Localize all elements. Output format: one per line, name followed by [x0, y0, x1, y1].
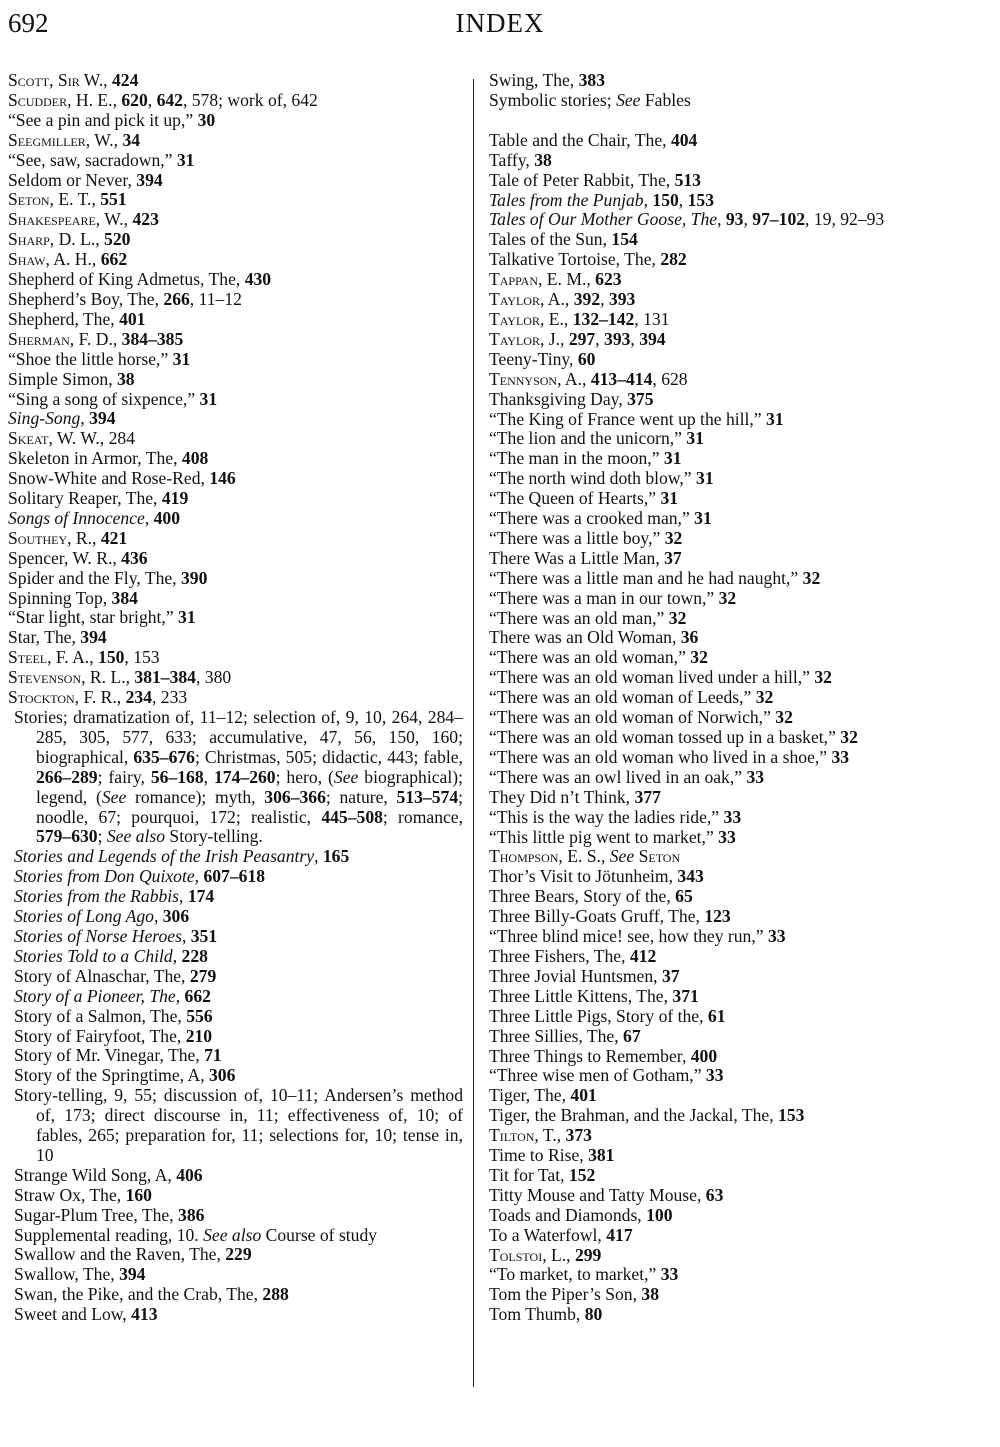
- index-entry: Swallow and the Raven, The, 229: [14, 1244, 252, 1265]
- index-entry: Shepherd of King Admetus, The, 430: [8, 269, 272, 290]
- index-entry: Seton, E. T., 551: [8, 189, 127, 210]
- index-entry: Spider and the Fly, The, 390: [8, 567, 208, 588]
- index-entry: Time to Rise, 381: [489, 1145, 615, 1166]
- index-entry: Three Jovial Huntsmen, 37: [489, 965, 680, 986]
- index-entry: “This little pig went to market,” 33: [489, 826, 736, 847]
- index-entry: “There was an old woman of Norwich,” 32: [489, 707, 793, 728]
- index-entry: Shaw, A. H., 662: [8, 249, 128, 270]
- index-entry: Thor’s Visit to Jötunheim, 343: [489, 866, 704, 887]
- index-entry: “Star light, star bright,” 31: [8, 607, 196, 628]
- index-entry: “There was an old woman tossed up in a basket,” 32: [489, 727, 858, 747]
- index-entry: “The King of France went up the hill,” 31: [489, 408, 784, 429]
- index-entry: Stockton, F. R., 234, 233: [8, 687, 188, 708]
- index-entry: Three Bears, Story of the, 65: [489, 886, 693, 907]
- index-entry: Sweet and Low, 413: [14, 1304, 158, 1325]
- index-entry: Story of a Pioneer, The, 662: [14, 985, 211, 1006]
- index-entry: Scudder, H. E., 620, 642, 578; work of, 642: [8, 89, 318, 110]
- index-entry: Strange Wild Song, A, 406: [14, 1164, 203, 1185]
- index-entry: Star, The, 394: [8, 627, 107, 648]
- index-entry: Sugar-Plum Tree, The, 386: [14, 1204, 205, 1225]
- index-entry: Three Fishers, The, 412: [489, 945, 657, 966]
- index-entry: Stories of Long Ago, 306: [14, 906, 190, 927]
- index-entry: Three Sillies, The, 67: [489, 1025, 641, 1046]
- index-entry: “There was an old woman lived under a hill,” 32: [489, 667, 832, 688]
- index-entry: Tiger, The, 401: [489, 1085, 597, 1106]
- index-entry: Titty Mouse and Tatty Mouse, 63: [489, 1184, 724, 1205]
- index-entry: “This is the way the ladies ride,” 33: [489, 806, 742, 827]
- index-entry: Stories and Legends of the Irish Peasantry, 165: [14, 846, 350, 867]
- index-entry: Taffy, 38: [489, 149, 552, 170]
- index-entry: Seldom or Never, 394: [8, 169, 163, 190]
- index-entry: Stories from Don Quixote, 607–618: [14, 866, 266, 887]
- index-entry: To a Waterfowl, 417: [489, 1224, 633, 1245]
- index-entry: Stories; dramatization of, 11–12; selection of, 9, 10, 264, 284–285, 305, 577, 633; accumulative, 47, 56, 150, 160; biographical, 635–676; Christmas, 505; didactic, 443; fable, 266–289; fairy, 56–168, 174–260; hero, (See biographical); legend, (See romance); myth, 306–366; nature, 513–574; noodle, 67; pourquoi, 172; realistic, 445–508; romance, 579–630; See also Story-telling.: [14, 707, 464, 847]
- index-entry: Shakespeare, W., 423: [8, 209, 159, 230]
- index-entry: Tennyson, A., 413–414, 628: [489, 368, 688, 389]
- index-entry: Tales of Our Mother Goose, The, 93, 97–102, 19, 92–93: [489, 209, 885, 230]
- index-entry: “There was an old woman,” 32: [489, 647, 708, 668]
- index-entry: “The man in the moon,” 31: [489, 448, 682, 469]
- index-entry: Shepherd’s Boy, The, 266, 11–12: [8, 288, 242, 309]
- index-entry: Stories Told to a Child, 228: [14, 945, 208, 966]
- index-entry: Straw Ox, The, 160: [14, 1184, 152, 1205]
- index-entry: There was an Old Woman, 36: [489, 627, 699, 648]
- index-entry: “There was a crooked man,” 31: [489, 508, 712, 529]
- index-entry: “See, saw, sacradown,” 31: [8, 149, 195, 170]
- index-entry: Table and the Chair, The, 404: [489, 129, 698, 150]
- index-entry: Story of Fairyfoot, The, 210: [14, 1025, 213, 1046]
- index-entry: “There was an old man,” 32: [489, 607, 687, 628]
- index-entry: Spinning Top, 384: [8, 587, 138, 608]
- index-entry: Snow-White and Rose-Red, 146: [8, 468, 236, 489]
- index-entry: Swing, The, 383: [489, 70, 605, 90]
- index-entry: Taylor, E., 132–142, 131: [489, 308, 670, 329]
- index-entry: Tit for Tat, 152: [489, 1164, 596, 1185]
- index-entry: Stories of Norse Heroes, 351: [14, 925, 218, 946]
- index-entry: Spencer, W. R., 436: [8, 547, 148, 568]
- index-entry: Tales from the Punjab, 150, 153: [489, 189, 714, 210]
- index-entry: Shepherd, The, 401: [8, 308, 146, 329]
- index-entry: Three Billy-Goats Gruff, The, 123: [489, 906, 731, 927]
- index-entry: Tales of the Sun, 154: [489, 229, 638, 250]
- index-entry: Sharp, D. L., 520: [8, 229, 131, 250]
- index-entry: “The lion and the unicorn,” 31: [489, 428, 704, 449]
- index-entry: Tolstoi, L., 299: [489, 1244, 602, 1265]
- page-header: [8, 8, 992, 48]
- index-entry: Thompson, E. S., See Seton: [489, 846, 681, 867]
- index-entry: “There was an owl lived in an oak,” 33: [489, 766, 765, 787]
- index-entry: Talkative Tortoise, The, 282: [489, 249, 687, 270]
- index-entry: “Shoe the little horse,” 31: [8, 348, 191, 369]
- index-entry: “To market, to market,” 33: [489, 1264, 679, 1285]
- index-entry: Scott, Sir W., 424: [8, 70, 139, 90]
- index-entry: Story-telling, 9, 55; discussion of, 10–11; Andersen’s method of, 173; direct discourse in, 11; effectiveness of, 10; of fables, 265; preparation for, 11; selections for, 10; tense in, 10: [14, 1085, 463, 1165]
- index-entry: Tilton, T., 373: [489, 1125, 592, 1146]
- index-entry: Three Little Pigs, Story of the, 61: [489, 1005, 726, 1026]
- index-entry: “See a pin and pick it up,” 30: [8, 109, 216, 130]
- index-entry: Seegmiller, W., 34: [8, 129, 141, 150]
- index-entry: Swallow, The, 394: [14, 1264, 146, 1285]
- index-entry: “There was a little boy,” 32: [489, 527, 683, 548]
- index-entry: “The north wind doth blow,” 31: [489, 468, 714, 489]
- index-entry: Tappan, E. M., 623: [489, 269, 622, 290]
- index-entry: Taylor, J., 297, 393, 394: [489, 328, 666, 349]
- index-entry: “Sing a song of sixpence,” 31: [8, 388, 218, 409]
- index-entry: Sherman, F. D., 384–385: [8, 328, 184, 349]
- index-entry: Thanksgiving Day, 375: [489, 388, 654, 409]
- index-entry: “Three wise men of Gotham,” 33: [489, 1065, 724, 1086]
- index-entry: Steel, F. A., 150, 153: [8, 647, 160, 668]
- index-column-right: [489, 71, 939, 1325]
- index-entry: Solitary Reaper, The, 419: [8, 488, 189, 509]
- index-entry: “There was an old woman who lived in a shoe,” 33: [489, 746, 850, 767]
- index-entry: Story of the Springtime, A, 306: [14, 1065, 236, 1086]
- index-entry: Story of Mr. Vinegar, The, 71: [14, 1045, 222, 1066]
- index-entry: Tiger, the Brahman, and the Jackal, The, 153: [489, 1105, 805, 1126]
- column-divider: [473, 79, 474, 1387]
- index-entry: Story of Alnaschar, The, 279: [14, 965, 217, 986]
- index-entry: Skeleton in Armor, The, 408: [8, 448, 209, 469]
- index-entry: Three Little Kittens, The, 371: [489, 985, 699, 1006]
- index-entry: “There was an old woman of Leeds,” 32: [489, 687, 774, 708]
- index-entry: Southey, R., 421: [8, 527, 128, 548]
- index-entry: Tale of Peter Rabbit, The, 513: [489, 169, 701, 190]
- index-entry: They Did n’t Think, 377: [489, 786, 661, 807]
- index-entry: Swan, the Pike, and the Crab, The, 288: [14, 1284, 289, 1305]
- index-entry: Story of a Salmon, The, 556: [14, 1005, 213, 1026]
- index-entry: Stevenson, R. L., 381–384, 380: [8, 667, 232, 688]
- index-entry: There Was a Little Man, 37: [489, 547, 682, 568]
- index-entry: Sing-Song, 394: [8, 408, 116, 429]
- index-entry: Symbolic stories; See Fables: [489, 89, 691, 110]
- index-section-gap: [489, 111, 939, 131]
- index-entry: Toads and Diamonds, 100: [489, 1204, 673, 1225]
- index-entry: Supplemental reading, 10. See also Course of study: [14, 1224, 378, 1245]
- page-title: INDEX: [455, 8, 545, 38]
- index-entry: Stories from the Rabbis, 174: [14, 886, 215, 907]
- index-entry: “There was a little man and he had naught,” 32: [489, 567, 821, 588]
- index-entry: Skeat, W. W., 284: [8, 428, 135, 449]
- index-entry: Tom the Piper’s Son, 38: [489, 1284, 659, 1305]
- index-column-left: [8, 71, 463, 1325]
- index-entry: “The Queen of Hearts,” 31: [489, 488, 679, 509]
- index-entry: Simple Simon, 38: [8, 368, 135, 389]
- index-entry: Three Things to Remember, 400: [489, 1045, 718, 1066]
- index-entry: “There was a man in our town,” 32: [489, 587, 737, 608]
- page-number: 692: [8, 8, 49, 38]
- index-entry: Teeny-Tiny, 60: [489, 348, 596, 369]
- index-entry: Tom Thumb, 80: [489, 1304, 603, 1325]
- index-entry: Songs of Innocence, 400: [8, 507, 180, 528]
- index-entry: Taylor, A., 392, 393: [489, 289, 636, 310]
- index-entry: “Three blind mice! see, how they run,” 33: [489, 926, 786, 947]
